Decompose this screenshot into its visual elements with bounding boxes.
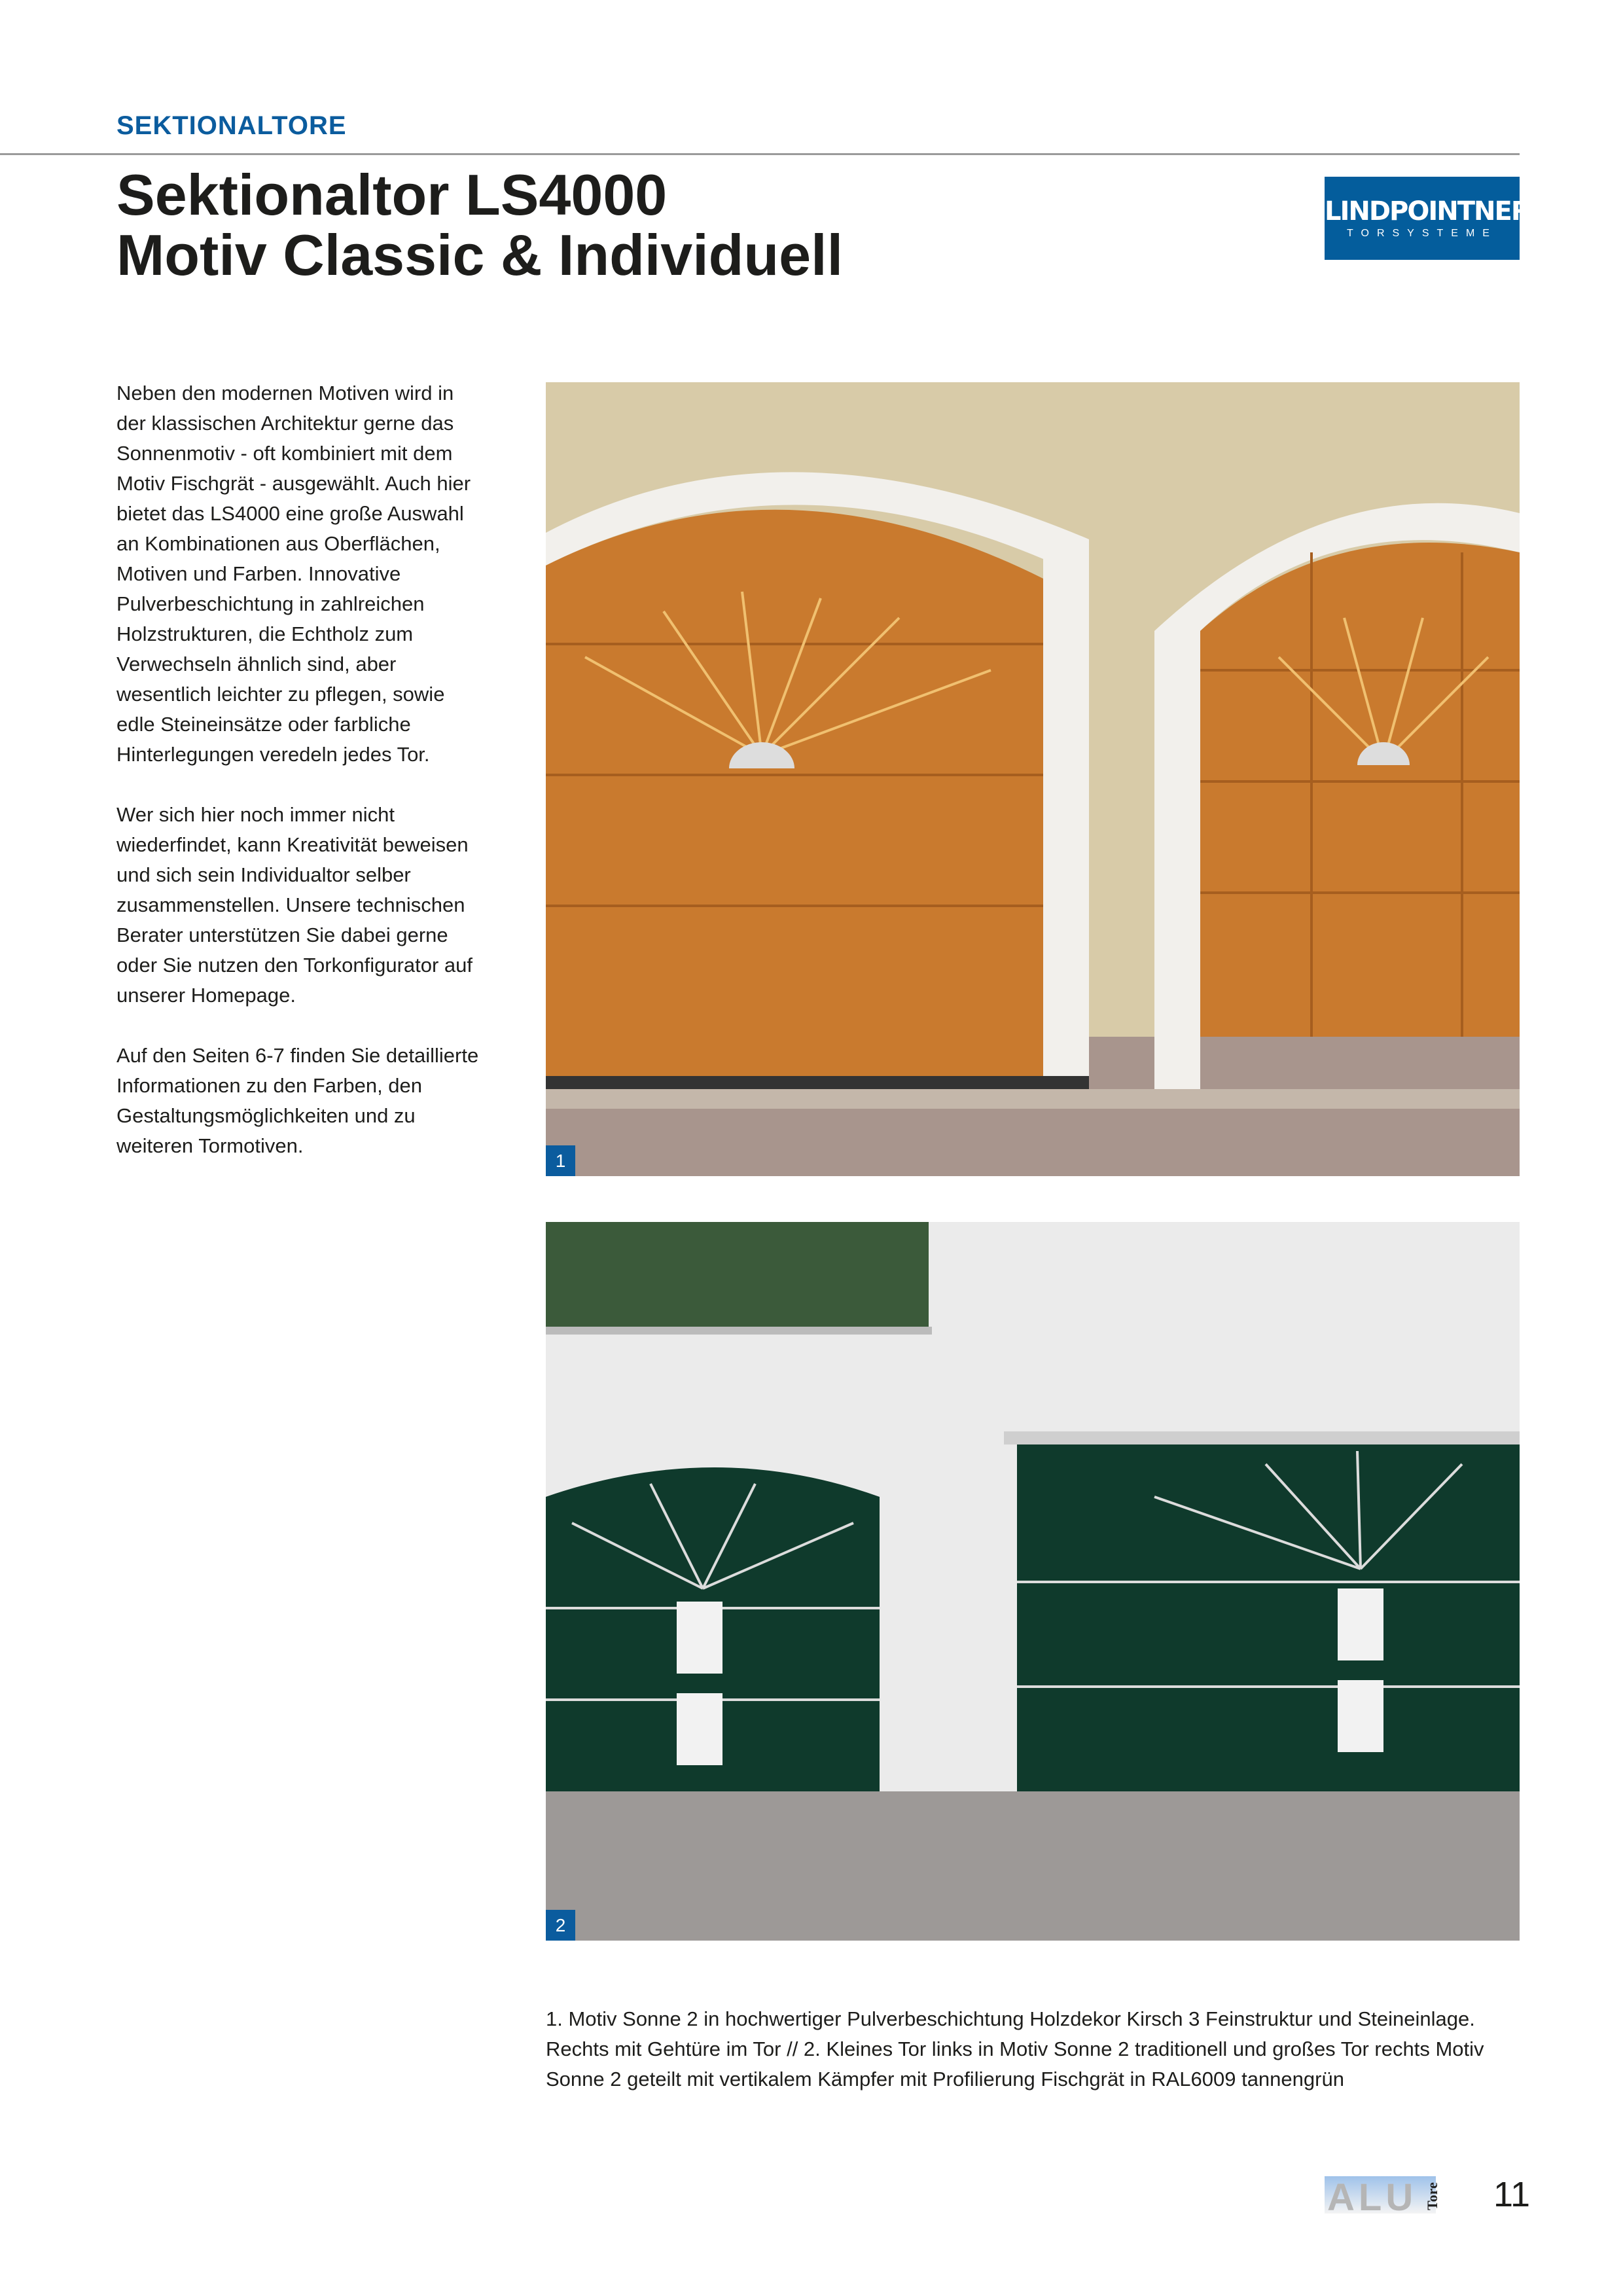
title-line-2: Motiv Classic & Individuell	[116, 223, 844, 287]
page-title	[116, 162, 844, 287]
paragraph: Neben den modernen Motiven wird in der klassischen Architektur gerne das Sonnenmotiv - oft kombiniert mit dem Motiv Fischgrät - ausgewählt. Auch hier bietet das LS4000 eine große Auswahl an Kombinationen aus Oberflächen, Motiven und Farben. Innovative Pulverbeschichtung in zahlreichen Holzstrukturen, die Echtholz zum Verwechseln ähnlich sind, aber wesentlich leichter zu pflegen, sowie edle Steineinsätze oder farbliche Hinterlegungen veredeln jedes Tor.	[116, 382, 471, 766]
header-divider	[0, 153, 1520, 155]
page-number: 11	[1493, 2175, 1531, 2214]
svg-text:Tore: Tore	[1424, 2182, 1440, 2210]
alu-tore-logo	[1325, 2176, 1440, 2214]
paragraph: Wer sich hier noch immer nicht wiederfindet, kann Kreativität beweisen und sich sein Individualtor selber zusammenstellen. Unsere technischen Berater unterstützen Sie dabei gerne oder Sie nutzen den Torkonfigurator auf unserer Homepage.	[116, 803, 473, 1007]
photo-number-badge: 2	[546, 1910, 575, 1941]
paragraph: Auf den Seiten 6-7 finden Sie detaillierte Informationen zu den Farben, den Gestaltungsmöglichkeiten und zu weiteren Tormotiven.	[116, 1044, 479, 1157]
section-label: SEKTIONALTORE	[116, 111, 347, 140]
photo-number-badge: 1	[546, 1145, 575, 1176]
logo-sub: TORSYSTEME	[1347, 228, 1497, 239]
photo-caption: 1. Motiv Sonne 2 in hochwertiger Pulverbeschichtung Holzdekor Kirsch 3 Feinstruktur und Steineinlage. Rechts mit Gehtüre im Tor // 2. Kleines Tor links in Motiv Sonne 2 traditionell und großes Tor rechts Motiv Sonne 2 geteilt mit vertikalem Kämpfer mit Profilierung Fischgrät in RAL6009 tannengrün	[546, 2007, 1484, 2090]
title-line-1: Sektionaltor LS4000	[116, 162, 668, 227]
svg-text:ALU: ALU	[1327, 2176, 1418, 2214]
body-text	[116, 378, 483, 1191]
photo-green-doors	[546, 1222, 1520, 1941]
logo-name: LINDPOINTNER	[1325, 196, 1530, 226]
photo-wood-doors	[546, 382, 1520, 1176]
lindpointner-logo	[1325, 177, 1530, 260]
